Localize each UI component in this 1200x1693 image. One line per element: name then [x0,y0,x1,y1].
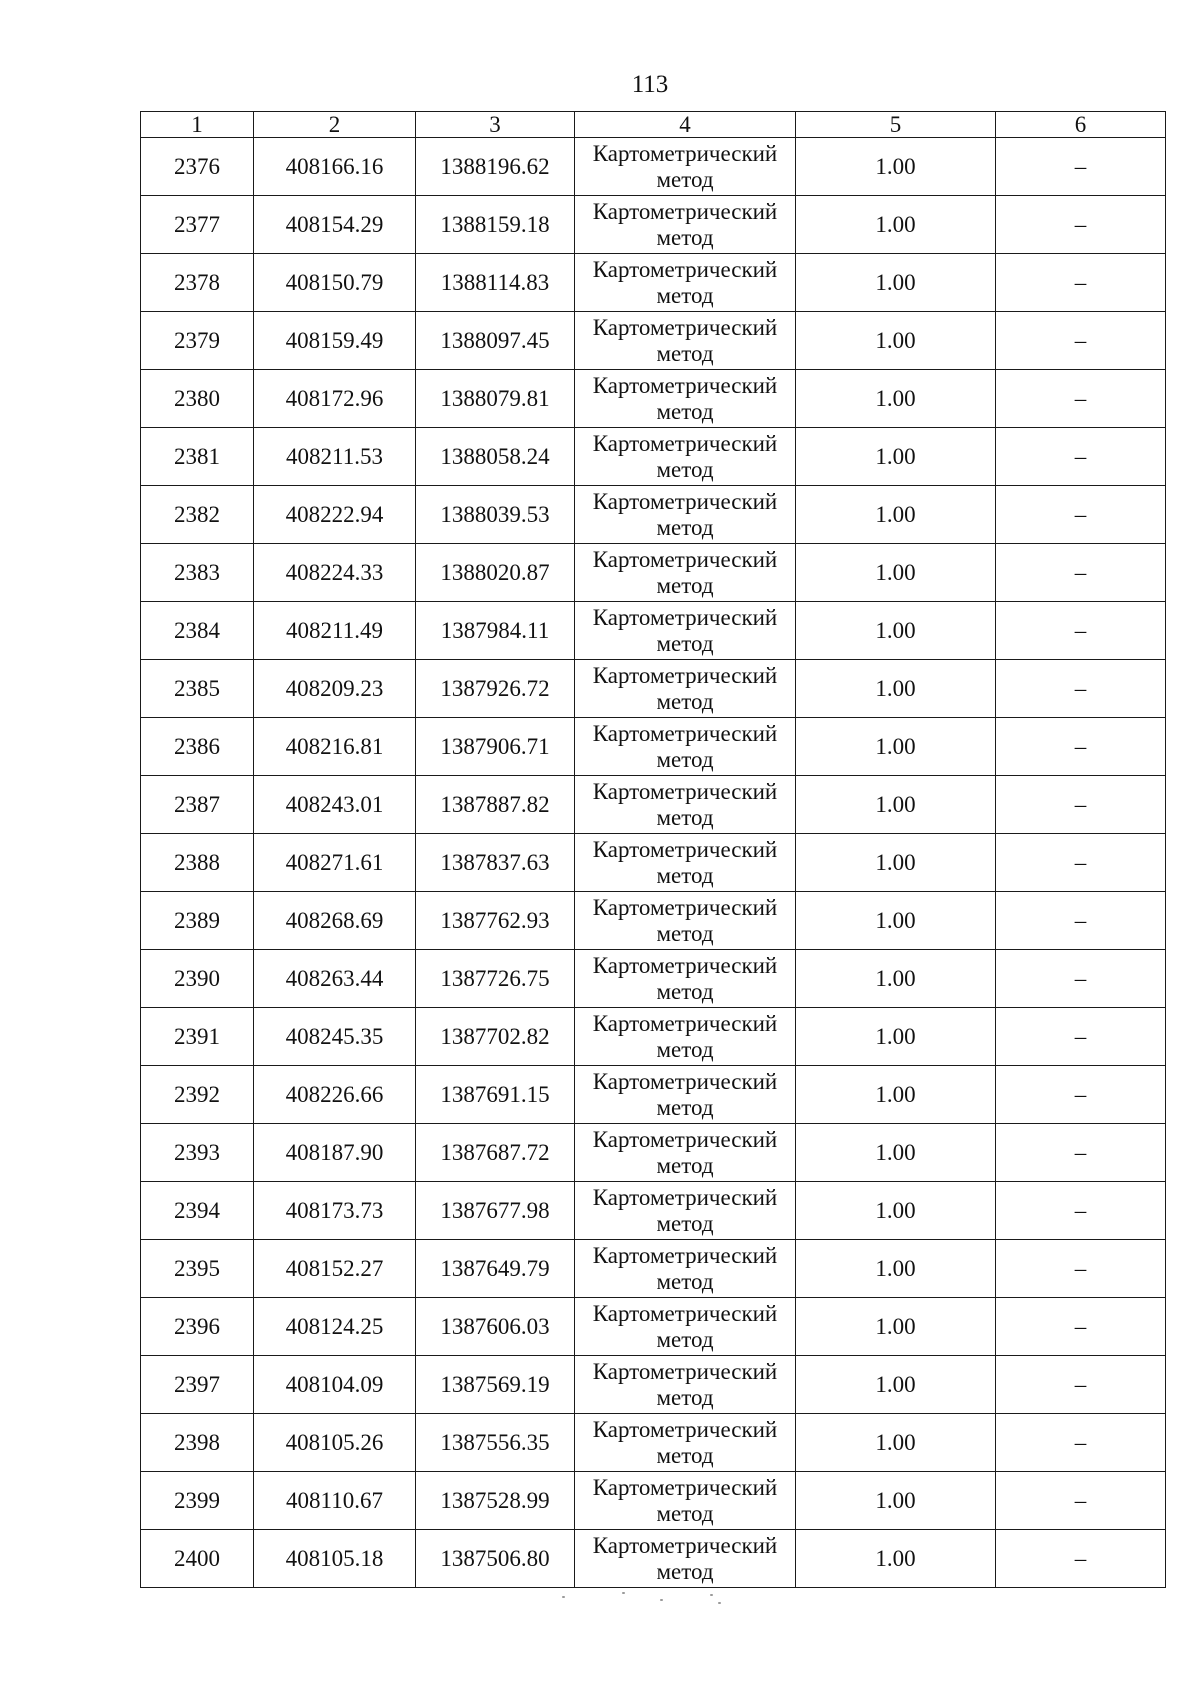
cell-x-coordinate: 408226.66 [254,1066,416,1124]
method-line-2: метод [656,1268,714,1294]
cell-note: – [996,1124,1166,1182]
cell-x-coordinate: 408216.81 [254,718,416,776]
method-line-1: Картометрический [592,1126,778,1152]
cell-point-number: 2399 [141,1472,254,1530]
cell-point-number: 2392 [141,1066,254,1124]
cell-accuracy: 1.00 [796,370,996,428]
cell-point-number: 2380 [141,370,254,428]
method-line-2: метод [656,1152,714,1178]
method-line-1: Картометрический [592,256,778,282]
method-line-2: метод [656,804,714,830]
cell-accuracy: 1.00 [796,1182,996,1240]
method-line-1: Картометрический [592,314,778,340]
method-line-1: Картометрический [592,1242,778,1268]
cell-accuracy: 1.00 [796,1066,996,1124]
cell-x-coordinate: 408211.49 [254,602,416,660]
cell-accuracy: 1.00 [796,544,996,602]
method-line-1: Картометрический [592,488,778,514]
cell-accuracy: 1.00 [796,486,996,544]
cell-accuracy: 1.00 [796,138,996,196]
table-row [141,1182,1166,1240]
method-line-1: Картометрический [592,836,778,862]
cell-method [575,312,796,370]
cell-y-coordinate: 1387606.03 [416,1298,575,1356]
method-line-1: Картометрический [592,720,778,746]
column-header-4: 4 [575,112,796,138]
table-row [141,1530,1166,1588]
cell-x-coordinate: 408159.49 [254,312,416,370]
cell-point-number: 2397 [141,1356,254,1414]
cell-point-number: 2377 [141,196,254,254]
cell-x-coordinate: 408243.01 [254,776,416,834]
column-header-1: 1 [141,112,254,138]
cell-accuracy: 1.00 [796,950,996,1008]
cell-point-number: 2376 [141,138,254,196]
cell-note: – [996,718,1166,776]
cell-y-coordinate: 1387837.63 [416,834,575,892]
cell-y-coordinate: 1388097.45 [416,312,575,370]
cell-method [575,196,796,254]
cell-accuracy: 1.00 [796,1530,996,1588]
cell-note: – [996,312,1166,370]
method-line-1: Картометрический [592,140,778,166]
cell-note: – [996,370,1166,428]
cell-method [575,428,796,486]
method-line-2: метод [656,398,714,424]
cell-method [575,1472,796,1530]
table-header [141,112,1166,138]
cell-x-coordinate: 408224.33 [254,544,416,602]
cell-point-number: 2398 [141,1414,254,1472]
cell-note: – [996,834,1166,892]
cell-method [575,1240,796,1298]
cell-accuracy: 1.00 [796,602,996,660]
cell-point-number: 2384 [141,602,254,660]
cell-method [575,1008,796,1066]
method-line-1: Картометрический [592,1068,778,1094]
method-line-1: Картометрический [592,546,778,572]
cell-x-coordinate: 408104.09 [254,1356,416,1414]
cell-point-number: 2387 [141,776,254,834]
table-row [141,138,1166,196]
cell-accuracy: 1.00 [796,1240,996,1298]
cell-note: – [996,428,1166,486]
method-line-2: метод [656,1442,714,1468]
table-row [141,950,1166,1008]
cell-method [575,1182,796,1240]
cell-note: – [996,776,1166,834]
table-row [141,1298,1166,1356]
method-line-2: метод [656,746,714,772]
table-row [141,428,1166,486]
method-line-2: метод [656,1036,714,1062]
cell-x-coordinate: 408110.67 [254,1472,416,1530]
method-line-2: метод [656,978,714,1004]
cell-accuracy: 1.00 [796,312,996,370]
table-body [141,138,1166,1588]
method-line-1: Картометрический [592,1184,778,1210]
cell-note: – [996,1472,1166,1530]
cell-point-number: 2388 [141,834,254,892]
cell-x-coordinate: 408105.18 [254,1530,416,1588]
cell-y-coordinate: 1387926.72 [416,660,575,718]
cell-y-coordinate: 1388079.81 [416,370,575,428]
cell-x-coordinate: 408263.44 [254,950,416,1008]
cell-y-coordinate: 1387702.82 [416,1008,575,1066]
cell-y-coordinate: 1387906.71 [416,718,575,776]
cell-y-coordinate: 1387649.79 [416,1240,575,1298]
cell-note: – [996,1298,1166,1356]
cell-method [575,1530,796,1588]
cell-method [575,1414,796,1472]
method-line-2: метод [656,282,714,308]
method-line-1: Картометрический [592,894,778,920]
method-line-1: Картометрический [592,662,778,688]
cell-note: – [996,486,1166,544]
method-line-2: метод [656,514,714,540]
cell-method [575,254,796,312]
cell-method [575,486,796,544]
cell-accuracy: 1.00 [796,1472,996,1530]
cell-y-coordinate: 1387677.98 [416,1182,575,1240]
method-line-2: метод [656,1500,714,1526]
cell-note: – [996,892,1166,950]
cell-x-coordinate: 408124.25 [254,1298,416,1356]
method-line-1: Картометрический [592,952,778,978]
column-header-6: 6 [996,112,1166,138]
column-header-5: 5 [796,112,996,138]
cell-note: – [996,1066,1166,1124]
cell-y-coordinate: 1388039.53 [416,486,575,544]
method-line-2: метод [656,630,714,656]
cell-point-number: 2390 [141,950,254,1008]
method-line-1: Картометрический [592,1416,778,1442]
cell-method [575,892,796,950]
cell-point-number: 2385 [141,660,254,718]
cell-point-number: 2381 [141,428,254,486]
cell-x-coordinate: 408268.69 [254,892,416,950]
cell-method [575,1066,796,1124]
cell-point-number: 2389 [141,892,254,950]
table-row [141,1356,1166,1414]
cell-y-coordinate: 1387569.19 [416,1356,575,1414]
cell-note: – [996,950,1166,1008]
coordinates-table [140,111,1166,1588]
method-line-2: метод [656,340,714,366]
cell-method [575,370,796,428]
cell-y-coordinate: 1387726.75 [416,950,575,1008]
cell-accuracy: 1.00 [796,1124,996,1182]
cell-point-number: 2382 [141,486,254,544]
cell-point-number: 2383 [141,544,254,602]
cell-x-coordinate: 408187.90 [254,1124,416,1182]
method-line-1: Картометрический [592,1358,778,1384]
cell-y-coordinate: 1387687.72 [416,1124,575,1182]
cell-point-number: 2386 [141,718,254,776]
cell-method [575,544,796,602]
cell-accuracy: 1.00 [796,1008,996,1066]
cell-method [575,1298,796,1356]
method-line-1: Картометрический [592,1532,778,1558]
table-row [141,1124,1166,1182]
cell-method [575,950,796,1008]
cell-x-coordinate: 408271.61 [254,834,416,892]
cell-x-coordinate: 408150.79 [254,254,416,312]
method-line-1: Картометрический [592,430,778,456]
column-header-2: 2 [254,112,416,138]
method-line-1: Картометрический [592,1010,778,1036]
table-row [141,1472,1166,1530]
method-line-1: Картометрический [592,1300,778,1326]
cell-point-number: 2400 [141,1530,254,1588]
cell-accuracy: 1.00 [796,834,996,892]
table-row [141,1066,1166,1124]
cell-y-coordinate: 1387691.15 [416,1066,575,1124]
cell-note: – [996,196,1166,254]
cell-x-coordinate: 408152.27 [254,1240,416,1298]
table-row [141,602,1166,660]
cell-note: – [996,660,1166,718]
table-row [141,660,1166,718]
cell-point-number: 2394 [141,1182,254,1240]
cell-y-coordinate: 1387506.80 [416,1530,575,1588]
cell-accuracy: 1.00 [796,776,996,834]
column-header-3: 3 [416,112,575,138]
cell-x-coordinate: 408154.29 [254,196,416,254]
table-row [141,1414,1166,1472]
cell-x-coordinate: 408209.23 [254,660,416,718]
table-row [141,486,1166,544]
method-line-2: метод [656,456,714,482]
method-line-1: Картометрический [592,372,778,398]
table-row [141,834,1166,892]
cell-note: – [996,254,1166,312]
cell-note: – [996,544,1166,602]
cell-accuracy: 1.00 [796,196,996,254]
cell-x-coordinate: 408173.73 [254,1182,416,1240]
table-row [141,254,1166,312]
page-number: 113 [631,71,669,98]
cell-y-coordinate: 1388114.83 [416,254,575,312]
cell-x-coordinate: 408245.35 [254,1008,416,1066]
cell-note: – [996,1414,1166,1472]
table-row [141,1008,1166,1066]
method-line-2: метод [656,862,714,888]
table-row [141,196,1166,254]
cell-y-coordinate: 1387887.82 [416,776,575,834]
cell-x-coordinate: 408211.53 [254,428,416,486]
cell-y-coordinate: 1387556.35 [416,1414,575,1472]
method-line-2: метод [656,1094,714,1120]
cell-x-coordinate: 408172.96 [254,370,416,428]
cell-method [575,138,796,196]
cell-method [575,776,796,834]
cell-y-coordinate: 1388159.18 [416,196,575,254]
cell-point-number: 2378 [141,254,254,312]
cell-point-number: 2396 [141,1298,254,1356]
cell-note: – [996,138,1166,196]
cell-accuracy: 1.00 [796,1298,996,1356]
method-line-2: метод [656,688,714,714]
method-line-2: метод [656,1326,714,1352]
cell-y-coordinate: 1387528.99 [416,1472,575,1530]
cell-y-coordinate: 1387984.11 [416,602,575,660]
cell-note: – [996,602,1166,660]
cell-accuracy: 1.00 [796,718,996,776]
cell-y-coordinate: 1388196.62 [416,138,575,196]
method-line-2: метод [656,1210,714,1236]
cell-note: – [996,1356,1166,1414]
method-line-1: Картометрический [592,1474,778,1500]
cell-accuracy: 1.00 [796,254,996,312]
method-line-2: метод [656,1384,714,1410]
cell-note: – [996,1182,1166,1240]
cell-method [575,1124,796,1182]
cell-method [575,718,796,776]
cell-x-coordinate: 408105.26 [254,1414,416,1472]
method-line-2: метод [656,572,714,598]
cell-accuracy: 1.00 [796,660,996,718]
cell-note: – [996,1530,1166,1588]
table-row [141,718,1166,776]
method-line-2: метод [656,1558,714,1584]
cell-y-coordinate: 1388058.24 [416,428,575,486]
cell-point-number: 2391 [141,1008,254,1066]
scan-specks [550,1590,750,1610]
method-line-1: Картометрический [592,604,778,630]
cell-y-coordinate: 1388020.87 [416,544,575,602]
method-line-2: метод [656,166,714,192]
cell-x-coordinate: 408222.94 [254,486,416,544]
cell-note: – [996,1008,1166,1066]
cell-method [575,660,796,718]
method-line-2: метод [656,920,714,946]
table-row [141,544,1166,602]
method-line-1: Картометрический [592,198,778,224]
table-row [141,892,1166,950]
cell-method [575,834,796,892]
cell-point-number: 2393 [141,1124,254,1182]
cell-point-number: 2395 [141,1240,254,1298]
table-row [141,1240,1166,1298]
header-row [141,112,1166,138]
cell-accuracy: 1.00 [796,892,996,950]
table-row [141,776,1166,834]
cell-accuracy: 1.00 [796,428,996,486]
table-row [141,312,1166,370]
method-line-2: метод [656,224,714,250]
method-line-1: Картометрический [592,778,778,804]
cell-method [575,602,796,660]
cell-note: – [996,1240,1166,1298]
cell-y-coordinate: 1387762.93 [416,892,575,950]
cell-accuracy: 1.00 [796,1356,996,1414]
cell-x-coordinate: 408166.16 [254,138,416,196]
cell-method [575,1356,796,1414]
cell-accuracy: 1.00 [796,1414,996,1472]
cell-point-number: 2379 [141,312,254,370]
table-row [141,370,1166,428]
